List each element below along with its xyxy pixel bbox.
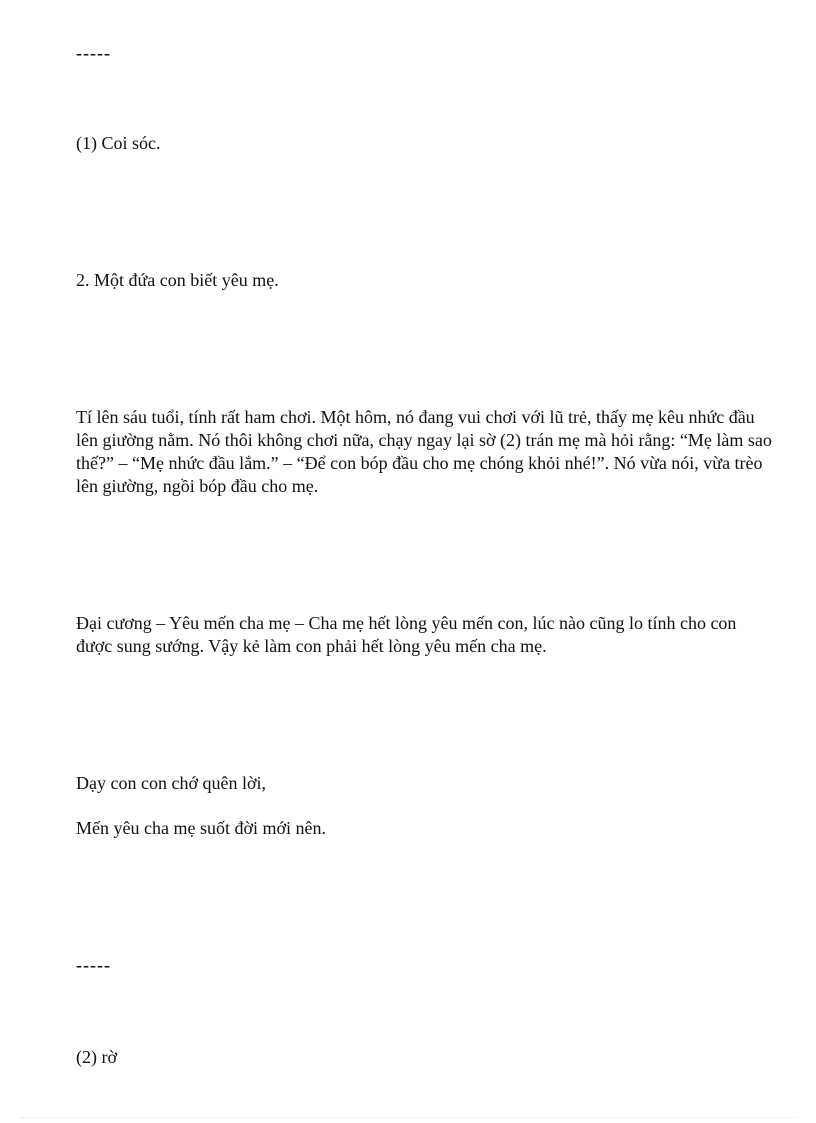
page-bottom-divider: [20, 1117, 796, 1118]
separator-bottom: -----: [76, 955, 111, 975]
summary-paragraph: Đại cương – Yêu mến cha mẹ – Cha mẹ hết lòng yêu mến con, lúc nào cũng lo tính cho con được sung sướng. Vậy kẻ làm con phải hết lòng yêu mến cha mẹ.: [76, 613, 737, 656]
verse-line-1: Dạy con con chớ quên lời,: [76, 773, 266, 793]
story-paragraph: Tí lên sáu tuổi, tính rất ham chơi. Một hôm, nó đang vui chơi với lũ trẻ, thấy mẹ kêu nhức đầu lên giường nằm. Nó thôi không chơi nữa, chạy ngay lại sờ (2) trán mẹ mà hỏi rằng: “Mẹ làm sao thế?” – “Mẹ nhức đầu lắm.” – “Để con bóp đầu cho mẹ chóng khỏi nhé!”. Nó vừa nói, vừa trèo lên giường, ngồi bóp đầu cho mẹ.: [76, 407, 772, 496]
section-heading: 2. Một đứa con biết yêu mẹ.: [76, 270, 279, 290]
verse-line-2: Mến yêu cha mẹ suốt đời mới nên.: [76, 818, 326, 838]
footnote-1: (1) Coi sóc.: [76, 133, 161, 153]
separator-top: -----: [76, 43, 111, 63]
footnote-2: (2) rờ: [76, 1047, 118, 1067]
